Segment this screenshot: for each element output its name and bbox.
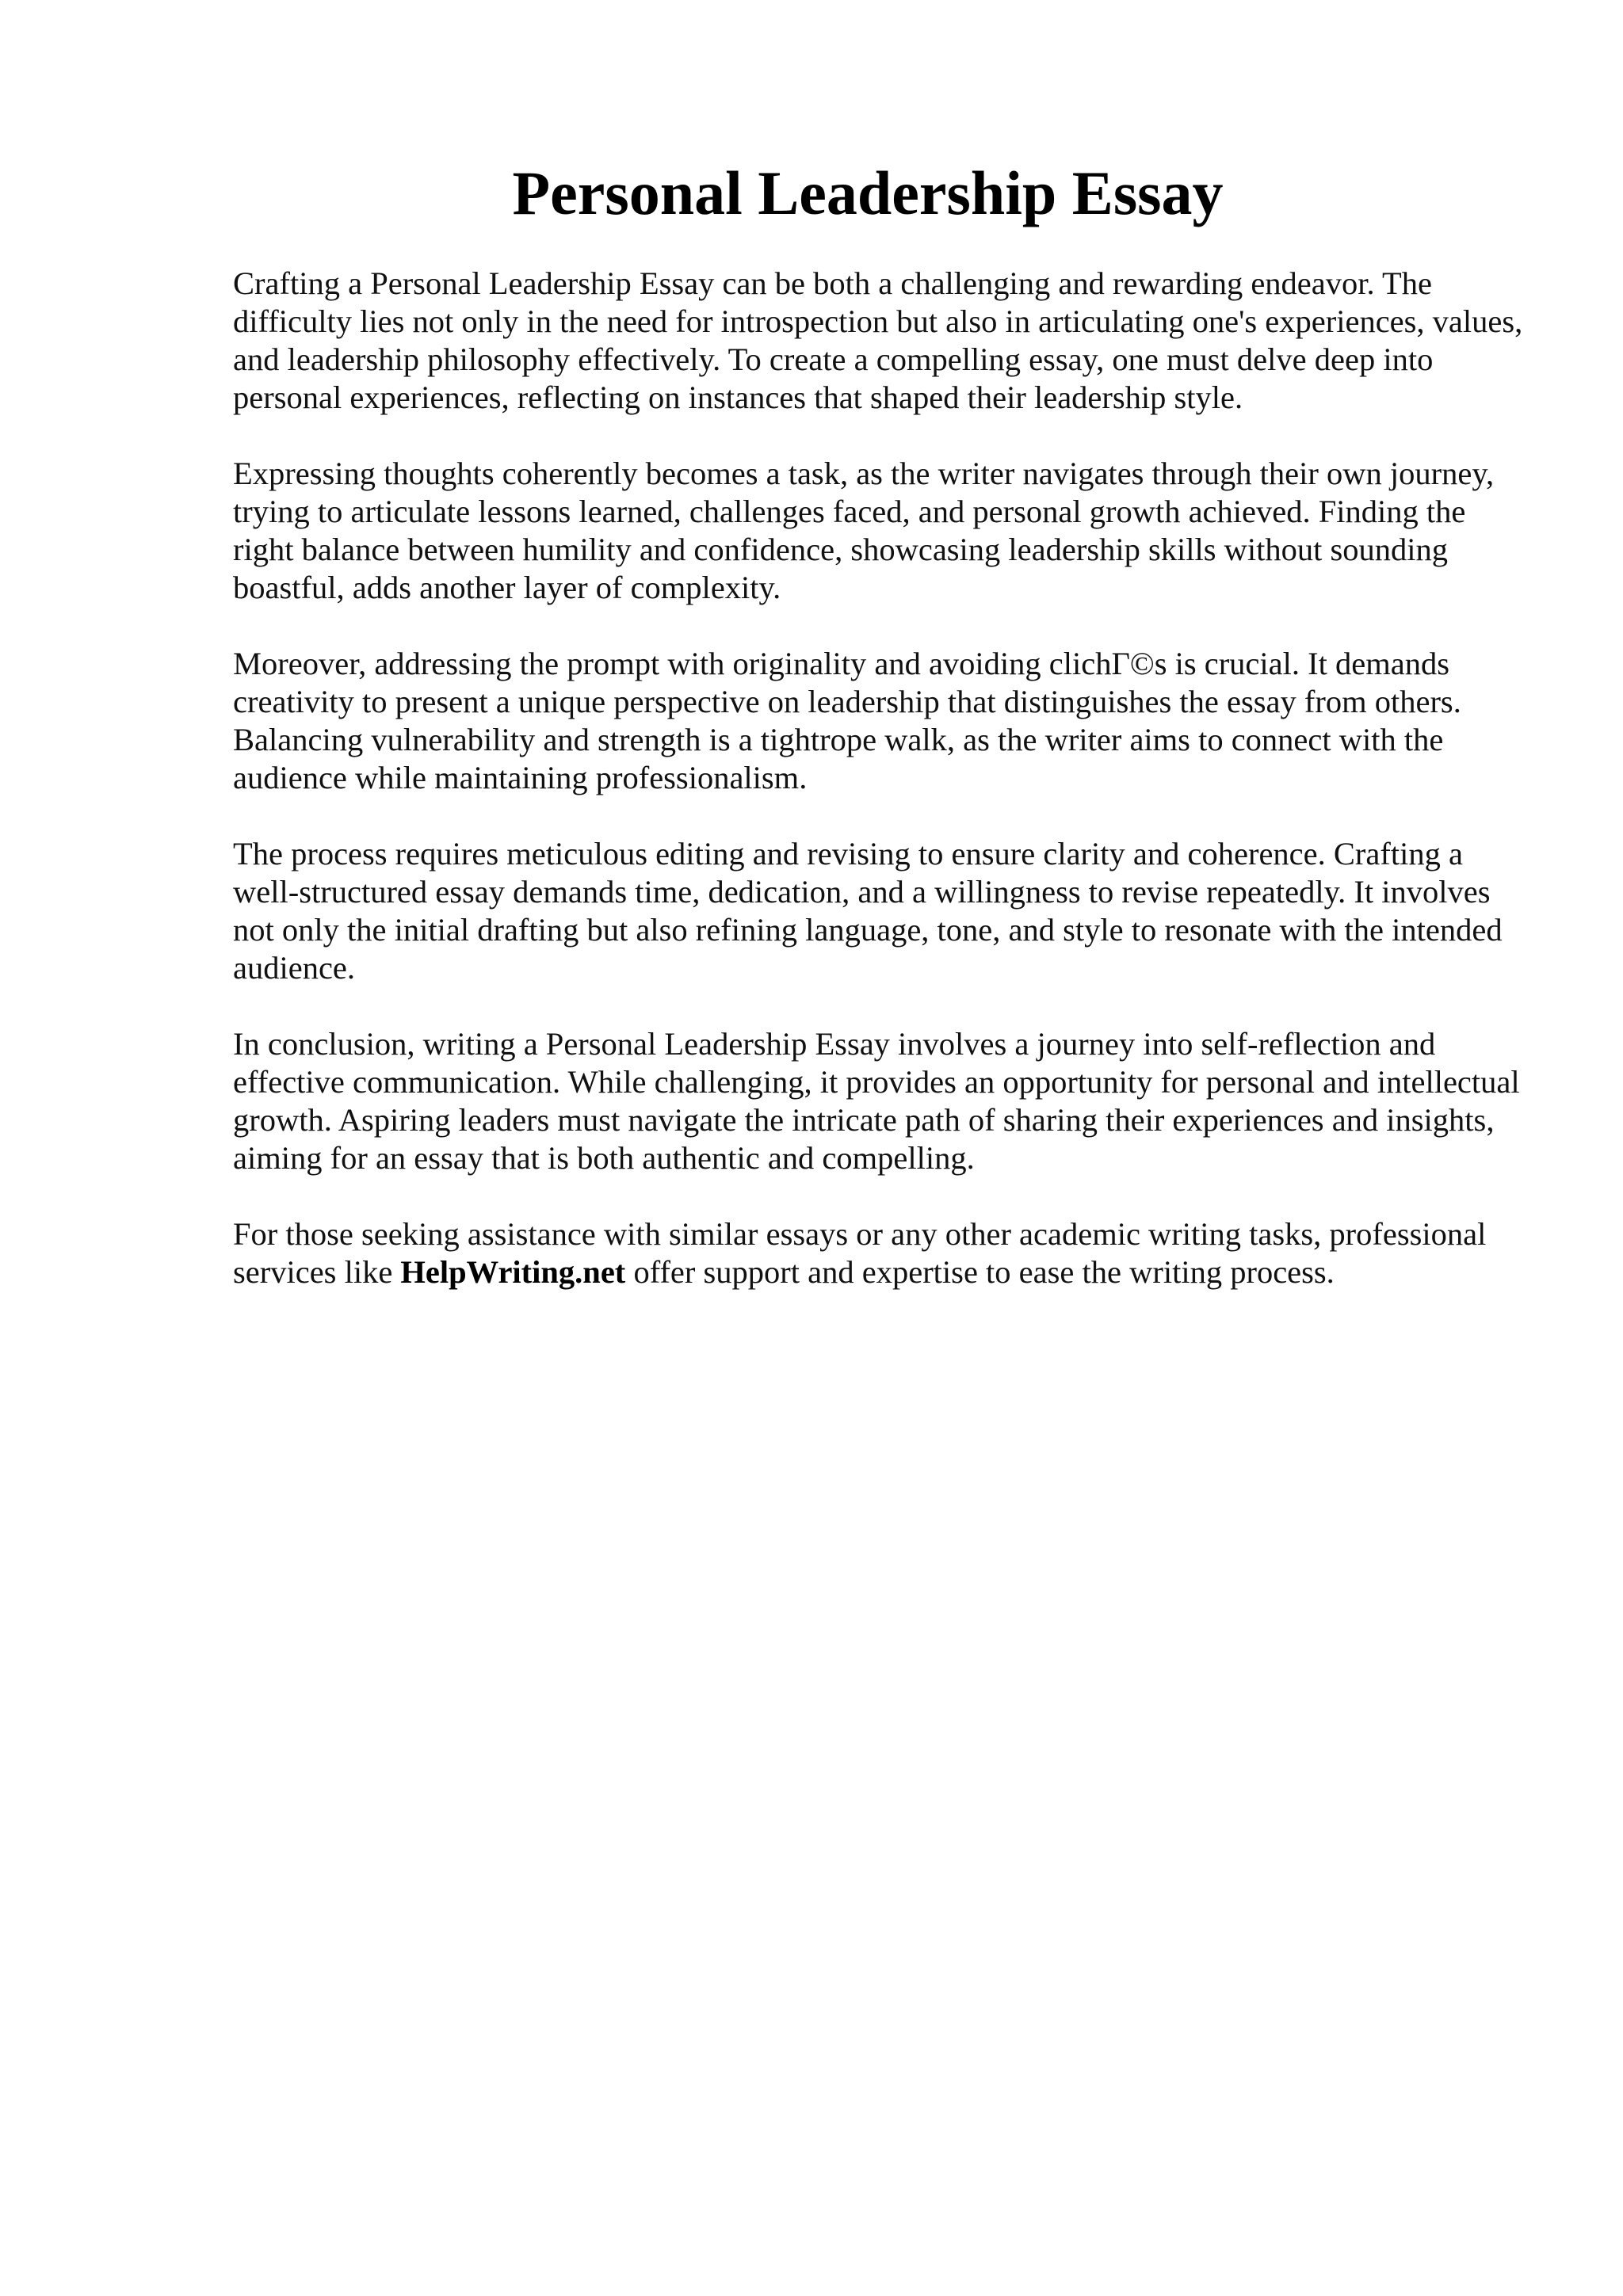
paragraph-4: The process requires meticulous editing and revising to ensure clarity and coherence. Crafting a well-structured essay demands time, dedication, and a willingness to revise repeatedly. It involves not only the initial drafting but also refining language, tone, and style to resonate with the intended audience. bbox=[233, 836, 1503, 986]
closing-paragraph bbox=[233, 1215, 1533, 1291]
paragraph-5: In conclusion, writing a Personal Leadership Essay involves a journey into self-reflection and effective communication. While challenging, it provides an opportunity for personal and intellectual growth. Aspiring leaders must navigate the intricate path of sharing their experiences and insights, aiming for an essay that is both authentic and compelling. bbox=[233, 1026, 1520, 1176]
closing-text-before: For those seeking assistance with similar essays or any other academic writing tasks, professional services like bbox=[233, 1216, 1487, 1290]
brand-link[interactable]: HelpWriting.net bbox=[400, 1254, 626, 1290]
paragraph-3: Moreover, addressing the prompt with originality and avoiding clichΓ©s is crucial. It demands creativity to present a unique perspective on leadership that distinguishes the essay from others. Balancing vulnerability and strength is a tightrope walk, as the writer aims to connect with the audience while maintaining professionalism. bbox=[233, 646, 1461, 795]
closing-text-after: offer support and expertise to ease the writing process. bbox=[625, 1254, 1335, 1290]
paragraph-1: Crafting a Personal Leadership Essay can be both a challenging and rewarding endeavor. The difficulty lies not only in the need for introspection but also in articulating one's experiences, values, and leadership philosophy effectively. To create a compelling essay, one must delve deep into personal experiences, reflecting on instances that shaped their leadership style. bbox=[233, 265, 1523, 415]
page-title: Personal Leadership Essay bbox=[512, 158, 1224, 227]
essay-body bbox=[233, 265, 1533, 1329]
paragraph-2: Expressing thoughts coherently becomes a task, as the writer navigates through their own journey, trying to articulate lessons learned, challenges faced, and personal growth achieved. Finding the right balance between humility and confidence, showcasing leadership skills without sounding boastful, adds another layer of complexity. bbox=[233, 456, 1495, 605]
